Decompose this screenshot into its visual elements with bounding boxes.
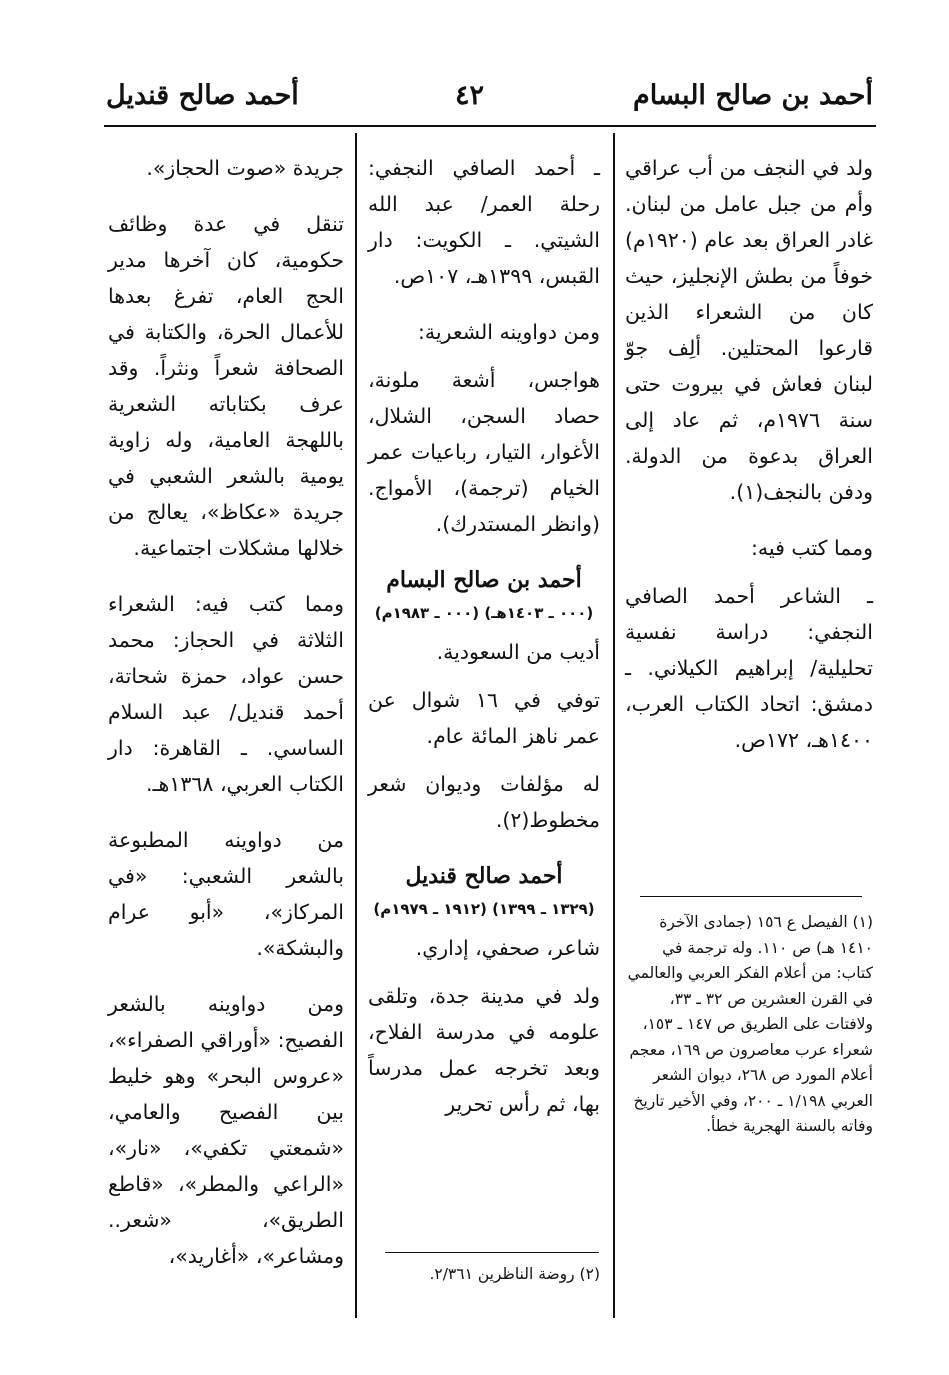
header-rule [104, 125, 876, 127]
paragraph: من دواوينه المطبوعة بالشعر الشعبي: «في المركاز»، «أبو عرام والبشكة». [108, 828, 344, 960]
column-divider-left [355, 133, 357, 1318]
entry-dates-bassam: (٠٠٠ ـ ١٤٠٣هـ) (٠٠٠ ـ ١٩٨٣م) [374, 604, 594, 622]
running-header-right: أحمد بن صالح البسام [633, 80, 873, 111]
running-header-left: أحمد صالح قنديل [106, 80, 299, 111]
page-number: ٤٢ [455, 80, 485, 111]
footnote-rule [640, 896, 862, 897]
column-middle [368, 150, 600, 1142]
footnote-rule [385, 1252, 599, 1253]
diwans-heading: ومن دواوينه الشعرية: [417, 320, 600, 344]
paragraph: تنقل في عدة وظائف حكومية، كان آخرها مدير الحج العام، تفرغ بعدها للأعمال الحرة، والكتابة في الصحافة شعراً ونثراً. وقد عرف بكتاباته الشعرية باللهجة العامية، وله زاوية يومية بالشعر الشعبي في جريدة «عكاظ»، يعالج من خلالها مشكلات اجتماعية. [108, 212, 344, 560]
footnote-1: (١) الفيصل ع ١٥٦ (جمادى الآخرة ١٤١٠ هـ) ص ١١٠. وله ترجمة في كتاب: من أعلام الفكر العربي والعالمي في القرن العشرين ص ٣٢ ـ ٣٣، ولافتات على الطريق ص ١٤٧ ـ ١٥٣، شعراء عرب معاصرون ص ١٦٩، معجم أعلام المورد ص ٢٦٨، ديوان الشعر العربي ١/١٩٨ ـ ٢٠٠، وفي الأخير تاريخ وفاته بالسنة الهجرية خطأ. [627, 913, 873, 1135]
entry-title-qandil: أحمد صالح قنديل [405, 863, 563, 889]
written-about-item: ـ الشاعر أحمد الصافي النجفي: دراسة نفسية تحليلية/ إبراهيم الكيلاني. ـ دمشق: اتحاد الكتاب العرب، ١٤٠٠هـ، ١٧٢ص. [625, 584, 873, 752]
column-right [625, 150, 873, 778]
paragraph: ومما كتب فيه: الشعراء الثلاثة في الحجاز: محمد حسن عواد، حمزة شحاتة، أحمد قنديل/ عبد السلام الساسي. ـ القاهرة: دار الكتاب العربي، ١٣٦٨هـ. [108, 592, 344, 796]
entry-death-bassam: توفي في ١٦ شوال عن عمر ناهز المائة عام. [368, 688, 600, 748]
column-left [108, 150, 344, 1294]
entry-bio-qandil: ولد في مدينة جدة، وتلقى علومه في مدرسة الفلاح، وبعد تخرجه عمل مدرساً بها، ثم رأس تحرير [368, 984, 600, 1116]
entry-title-bassam: أحمد بن صالح البسام [386, 567, 582, 593]
paragraph: جريدة «صوت الحجاز». [146, 156, 344, 180]
paragraph: ومن دواوينه بالشعر الفصيح: «أوراقي الصفراء»، «عروس البحر» وهو خليط بين الفصيح والعامي، «شمعتي تكفي»، «نار»، «الراعي والمطر»، «قاطع الطريق»، «شعر.. ومشاعر»، «أغاريد»، [108, 992, 344, 1268]
entry-desc-bassam: أديب من السعودية. [436, 640, 600, 664]
entry-dates-qandil: (١٣٢٩ ـ ١٣٩٩) (١٩١٢ ـ ١٩٧٩م) [373, 900, 595, 918]
biography-paragraph: ولد في النجف من أب عراقي وأم من جبل عامل من لبنان. غادر العراق بعد عام (١٩٢٠م) خوفاً من بطش الإنجليز، حيث كان من الشعراء الذين قارعوا المحتلين. ألِف جوّ لبنان فعاش في بيروت حتى سنة ١٩٧٦م، ثم عاد إلى العراق بدعوة من الدولة. ودفن بالنجف(١). [625, 156, 874, 504]
diwans-list: هواجس، أشعة ملونة، حصاد السجن، الشلال، الأغوار، التيار، رباعيات عمر الخيام (ترجمة)، الأمواج. (وانظر المستدرك). [368, 368, 600, 536]
footnote-2: (٢) روضة الناظرين ٢/٣٦١. [429, 1265, 600, 1283]
written-about-item: ـ أحمد الصافي النجفي: رحلة العمر/ عبد الله الشيتي. ـ الكويت: دار القبس، ١٣٩٩هـ، ١٠٧ص. [368, 156, 600, 288]
column-divider-right [613, 133, 615, 1318]
entry-desc-qandil: شاعر، صحفي، إداري. [415, 936, 600, 960]
written-about-heading: ومما كتب فيه: [751, 536, 873, 560]
entry-works-bassam: له مؤلفات وديوان شعر مخطوط(٢). [368, 772, 600, 832]
